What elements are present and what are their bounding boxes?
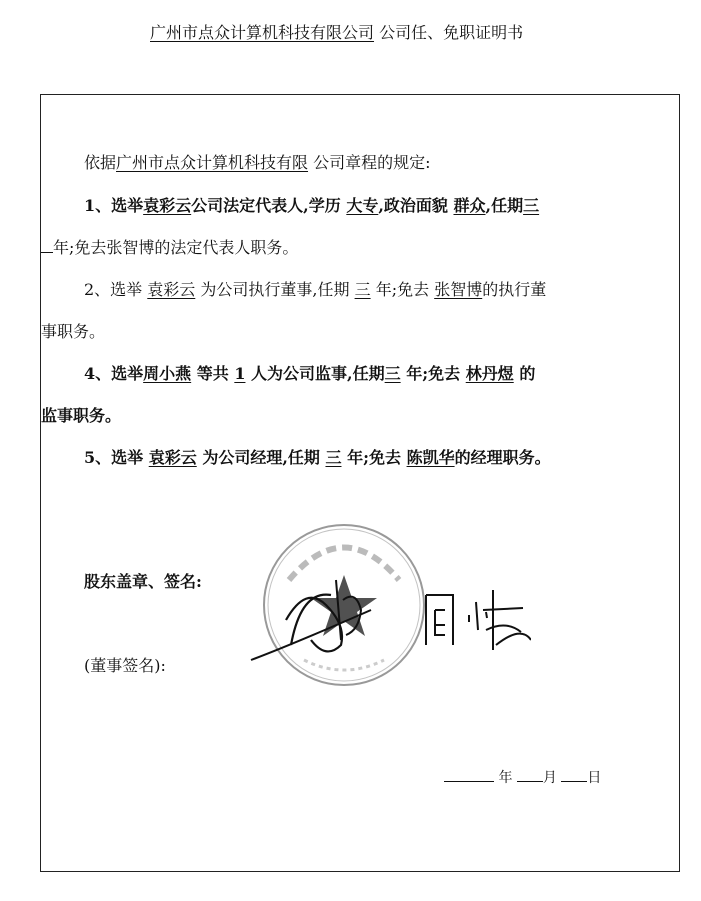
shareholder-label: 股东盖章、签名: [84,572,202,591]
item1-cont: 年;免去张智博的法定代表人职务。 [41,235,681,258]
item5-line: 5、选举 袁彩云 为公司经理,任期 三 年;免去 陈凯华的经理职务。 [84,448,551,467]
item4-name: 周小燕 [143,364,192,383]
date-line [444,767,601,787]
title-suffix: 公司任、免职证明书 [379,23,524,42]
item4-cont: 监事职务。 [41,406,122,425]
item2-term: 三 [354,280,371,299]
document-title [150,20,680,43]
item1-name: 袁彩云 [143,196,192,215]
title-company: 广州市点众计算机科技有限公司 [150,23,375,42]
director-label: (董事签名): [84,656,166,675]
item4-count: 1 [234,364,246,383]
item4-line: 4、选举周小燕 等共 1 人为公司监事,任期三 年;免去 林丹煜 的 [84,364,536,383]
item2-removed: 张智博 [434,280,483,299]
basis-company: 广州市点众计算机科技有限 [116,153,309,172]
item1-line: 1、选举袁彩云公司法定代表人,学历 大专,政治面貌 群众,任期三 [84,196,540,215]
item1-edu: 大专 [346,196,379,215]
item1-pol: 群众 [453,196,486,215]
date-day: 日 [587,770,602,786]
date-year: 年 [498,770,513,786]
item1-term: 三 [523,196,540,215]
basis-line: 依据广州市点众计算机科技有限 公司章程的规定: [84,153,431,172]
item4-removed: 林丹煜 [465,364,514,383]
item2-line: 2、选举 袁彩云 为公司执行董事,任期 三 年;免去 张智博的执行董 [84,280,547,299]
item2-cont: 事职务。 [41,322,106,341]
certificate-box [40,94,680,872]
item2-name: 袁彩云 [147,280,196,299]
item4-term: 三 [384,364,401,383]
item5-name: 袁彩云 [148,448,197,467]
date-month: 月 [542,770,557,786]
item5-term: 三 [325,448,342,467]
handwritten-signature-icon [231,550,531,670]
item5-removed: 陈凯华 [406,448,455,467]
